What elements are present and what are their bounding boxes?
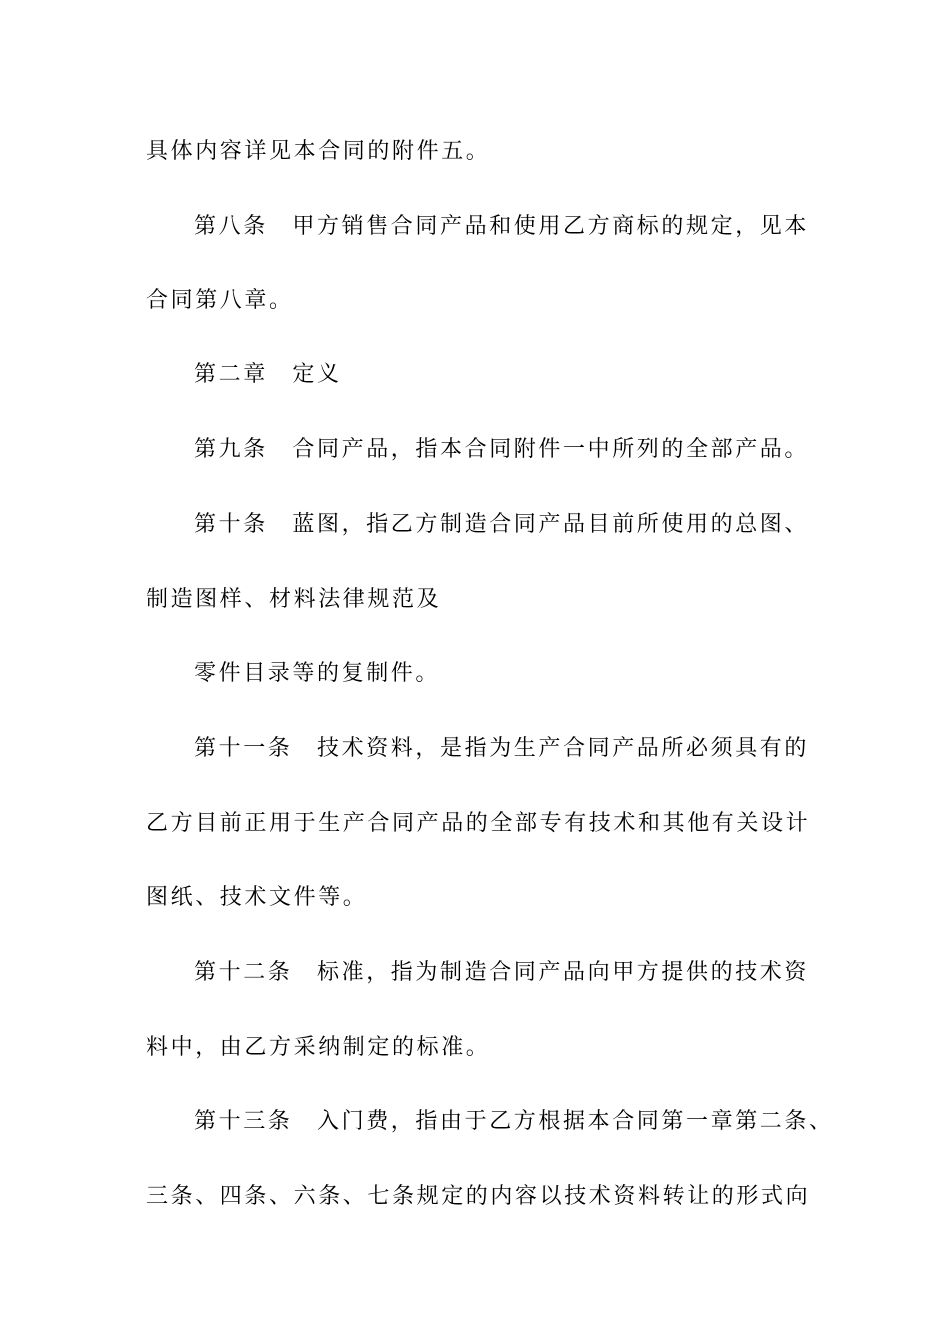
text-line: 三条、四条、六条、七条规定的内容以技术资料转让的形式向 — [146, 1184, 811, 1209]
article-9-heading: 第九条 合同产品，指本合同附件一中所列的全部产品。 — [194, 437, 810, 462]
article-11-heading: 第十一条 技术资料，是指为生产合同产品所必须具有的 — [194, 736, 810, 761]
article-10-heading: 第十条 蓝图，指乙方制造合同产品目前所使用的总图、 — [194, 512, 810, 537]
text-line: 料中，由乙方采纳制定的标准。 — [146, 1035, 491, 1060]
text-line: 零件目录等的复制件。 — [194, 661, 441, 686]
article-8-heading: 第八条 甲方销售合同产品和使用乙方商标的规定，见本 — [194, 214, 810, 239]
text-line: 制造图样、材料法律规范及 — [146, 587, 442, 612]
text-line: 乙方目前正用于生产合同产品的全部专有技术和其他有关设计 — [146, 811, 811, 836]
chapter-2-heading: 第二章 定义 — [194, 362, 342, 387]
text-line: 合同第八章。 — [146, 288, 294, 313]
article-12-heading: 第十二条 标准，指为制造合同产品向甲方提供的技术资 — [194, 960, 810, 985]
article-13-heading: 第十三条 入门费，指由于乙方根据本合同第一章第二条、 — [194, 1109, 834, 1134]
text-line: 图纸、技术文件等。 — [146, 885, 368, 910]
text-line: 具体内容详见本合同的附件五。 — [146, 139, 491, 164]
